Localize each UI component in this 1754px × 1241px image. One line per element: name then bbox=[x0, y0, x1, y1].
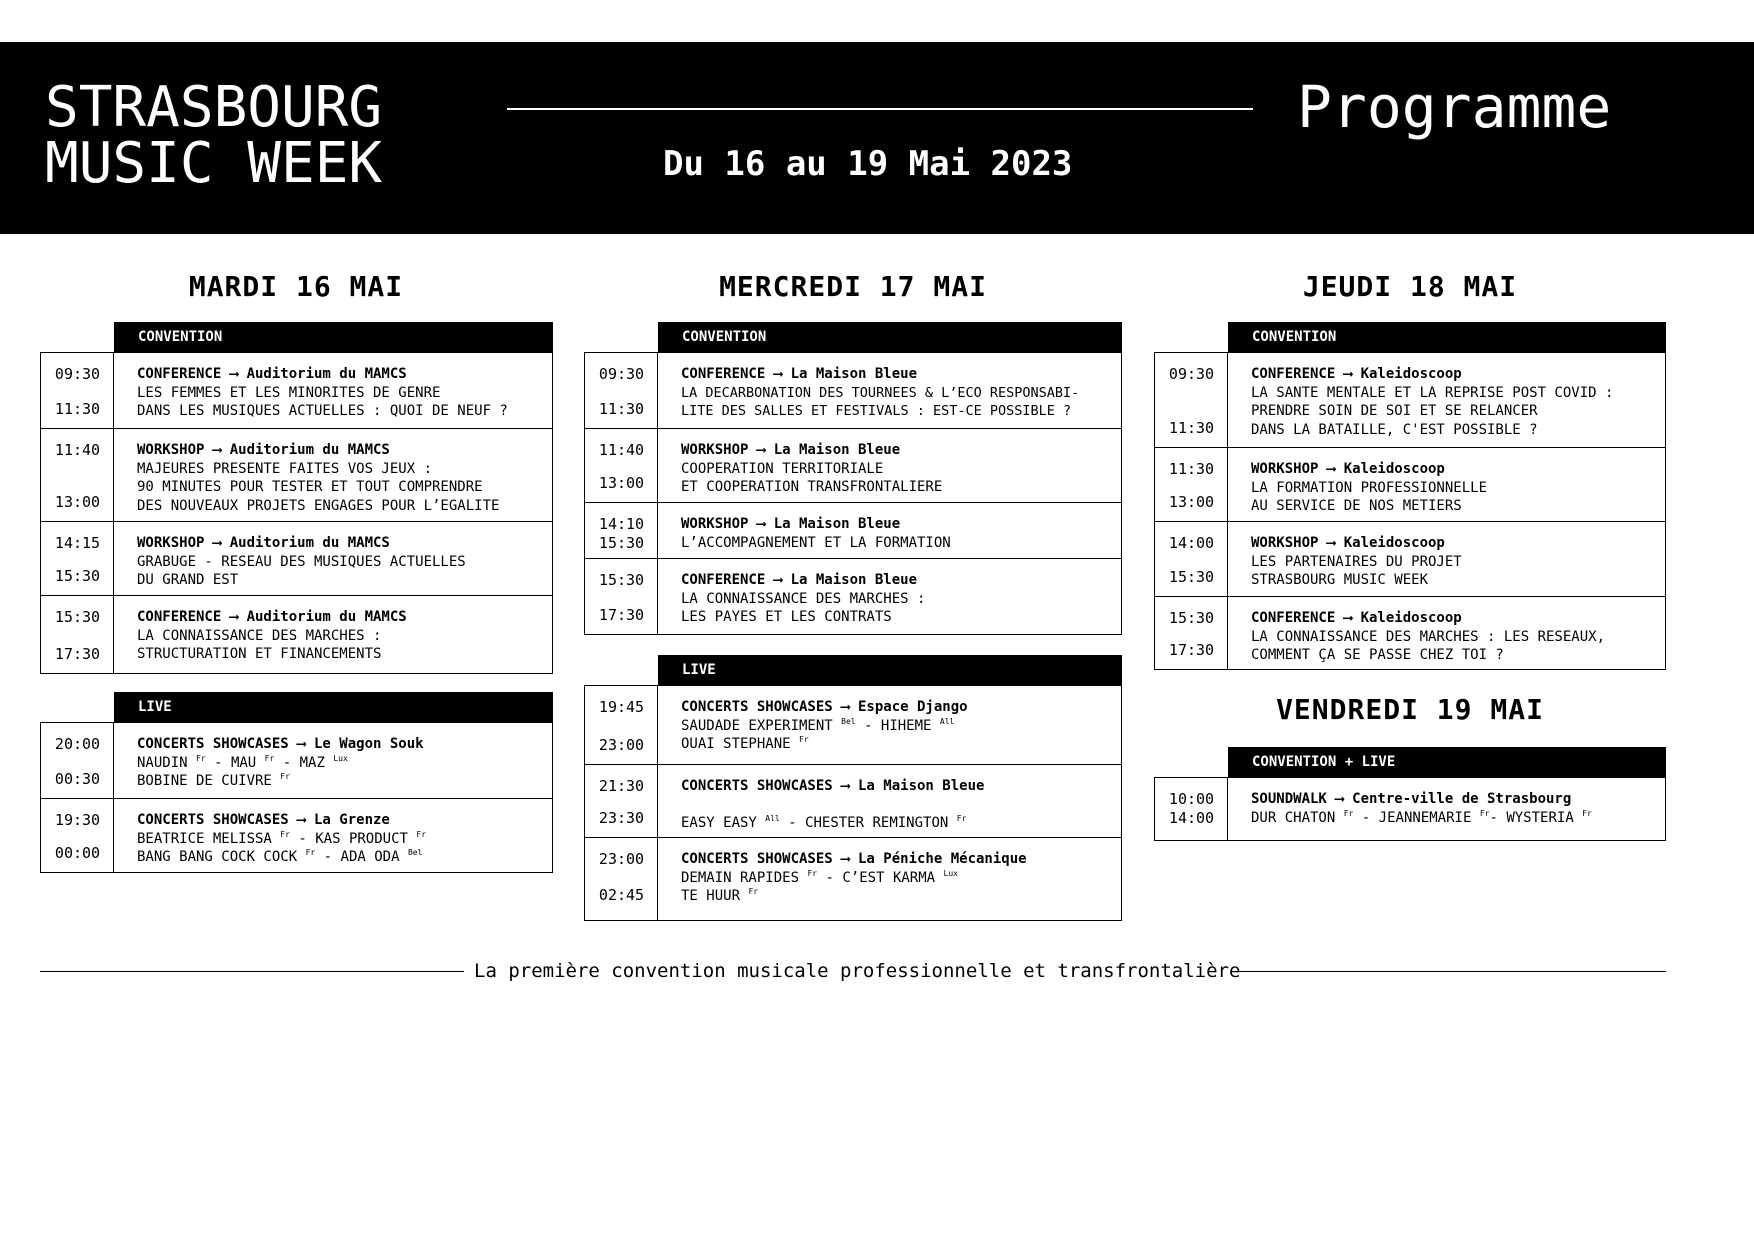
event-details bbox=[114, 596, 407, 673]
artist-line bbox=[681, 735, 968, 754]
time-cell bbox=[585, 429, 658, 502]
end-time: 15:30 bbox=[598, 534, 645, 552]
event-title: CONFERENCE ⟶ Kaleidoscoop bbox=[1251, 366, 1462, 382]
time-cell bbox=[41, 723, 114, 798]
time-cell bbox=[1155, 522, 1228, 596]
artist-name: - C’EST KARMA bbox=[817, 869, 936, 886]
start-time: 23:00 bbox=[598, 850, 645, 868]
category-label: LIVE bbox=[658, 655, 1122, 685]
event-title: WORKSHOP ⟶ La Maison Bleue bbox=[681, 442, 901, 458]
event-row bbox=[41, 428, 552, 521]
event-details bbox=[658, 838, 1027, 920]
artist-name: OUAI STEPHANE bbox=[681, 736, 791, 752]
event-row bbox=[41, 798, 552, 872]
artist-line bbox=[1251, 809, 1592, 828]
country-tag: Lux bbox=[333, 753, 348, 763]
event-details bbox=[114, 429, 499, 521]
start-time: 19:45 bbox=[598, 698, 645, 716]
event-description: GRABUGE - RESEAU DES MUSIQUES ACTUELLES bbox=[137, 553, 466, 570]
start-time: 09:30 bbox=[54, 365, 101, 383]
event-row bbox=[1155, 596, 1665, 669]
country-tag: Fr bbox=[305, 848, 316, 857]
event-description: LA FORMATION PROFESSIONNELLE bbox=[1251, 479, 1488, 496]
start-time: 15:30 bbox=[54, 608, 101, 626]
event-description: L’ACCOMPAGNEMENT ET LA FORMATION bbox=[681, 534, 951, 551]
end-time: 17:30 bbox=[1168, 641, 1215, 659]
start-time: 09:30 bbox=[1168, 365, 1215, 383]
event-description: LES PAYES ET LES CONTRATS bbox=[681, 609, 892, 625]
country-tag: Fr bbox=[196, 753, 206, 763]
event-title: CONFERENCE ⟶ La Maison Bleue bbox=[681, 572, 918, 588]
event-description: STRUCTURATION ET FINANCEMENTS bbox=[137, 646, 382, 662]
end-time: 02:45 bbox=[598, 886, 645, 904]
end-time: 15:30 bbox=[54, 567, 101, 585]
event-description: DANS LES MUSIQUES ACTUELLES : QUOI DE NEUF ? bbox=[137, 403, 508, 419]
event-details bbox=[1228, 522, 1462, 596]
event-title: CONFERENCE ⟶ La Maison Bleue bbox=[681, 366, 918, 382]
event-row bbox=[1155, 778, 1665, 840]
event-description: DU GRAND EST bbox=[137, 572, 239, 588]
time-cell bbox=[41, 429, 114, 521]
country-tag: All bbox=[939, 716, 955, 726]
start-time: 14:10 bbox=[598, 515, 645, 533]
day-title-vendredi: VENDREDI 19 MAI bbox=[1276, 693, 1544, 726]
event-title: CONCERTS SHOWCASES ⟶ Espace Django bbox=[681, 699, 968, 715]
time-cell bbox=[1155, 448, 1228, 521]
artist-name: - ADA ODA bbox=[315, 849, 400, 865]
time-cell bbox=[585, 353, 658, 428]
event-row bbox=[585, 686, 1121, 764]
category-label: CONVENTION bbox=[1228, 322, 1666, 352]
event-details bbox=[114, 522, 466, 595]
end-time: 11:30 bbox=[1168, 419, 1215, 437]
time-cell bbox=[585, 765, 658, 837]
event-description: DANS LA BATAILLE, C'EST POSSIBLE ? bbox=[1251, 421, 1538, 438]
country-tag: Fr bbox=[264, 753, 275, 763]
artist-name: - HIHEME bbox=[855, 717, 932, 734]
end-time: 14:00 bbox=[1168, 809, 1215, 827]
start-time: 11:30 bbox=[1168, 460, 1215, 478]
event-table bbox=[1154, 352, 1666, 670]
start-time: 10:00 bbox=[1168, 790, 1215, 808]
event-description: COMMENT ÇA SE PASSE CHEZ TOI ? bbox=[1251, 647, 1504, 663]
artist-name: - MAZ bbox=[274, 754, 325, 771]
event-details bbox=[658, 429, 942, 502]
event-details bbox=[114, 799, 426, 872]
event-title: WORKSHOP ⟶ Kaleidoscoop bbox=[1251, 461, 1445, 477]
event-table bbox=[584, 685, 1122, 921]
end-time: 17:30 bbox=[598, 606, 645, 624]
country-tag: Fr bbox=[799, 735, 809, 744]
artist-name: - WYSTERIA bbox=[1489, 809, 1574, 826]
time-cell bbox=[585, 503, 658, 558]
event-description: LITE DES SALLES ET FESTIVALS : EST-CE POSSIBLE ? bbox=[681, 403, 1072, 419]
country-tag: Fr bbox=[280, 772, 290, 781]
event-row bbox=[1155, 447, 1665, 521]
brand-line-1: STRASBOURG bbox=[45, 75, 383, 140]
time-cell bbox=[1155, 597, 1228, 669]
event-title: CONCERTS SHOWCASES ⟶ La Grenze bbox=[137, 812, 390, 828]
end-time: 11:30 bbox=[54, 400, 101, 418]
end-time: 23:30 bbox=[598, 809, 645, 827]
country-tag: Fr bbox=[1343, 808, 1354, 818]
event-table bbox=[40, 722, 553, 873]
country-tag: Lux bbox=[943, 868, 958, 878]
header-banner bbox=[0, 42, 1754, 234]
start-time: 09:30 bbox=[598, 365, 645, 383]
end-time: 00:30 bbox=[54, 770, 101, 788]
start-time: 15:30 bbox=[598, 571, 645, 589]
time-cell bbox=[585, 838, 658, 920]
day-title-jeudi: JEUDI 18 MAI bbox=[1302, 270, 1518, 303]
time-cell bbox=[41, 522, 114, 595]
time-cell bbox=[41, 799, 114, 872]
event-description: LA CONNAISSANCE DES MARCHES : bbox=[137, 627, 382, 644]
country-tag: Fr bbox=[1582, 808, 1592, 818]
event-title: CONFERENCE ⟶ Auditorium du MAMCS bbox=[137, 609, 407, 625]
country-tag: All bbox=[765, 814, 780, 823]
start-time: 14:00 bbox=[1168, 534, 1215, 552]
event-title: WORKSHOP ⟶ Auditorium du MAMCS bbox=[137, 442, 390, 458]
event-description: DES NOUVEAUX PROJETS ENGAGES POUR L’EGALITE bbox=[137, 497, 500, 514]
event-description: COOPERATION TERRITORIALE bbox=[681, 460, 884, 477]
event-details bbox=[658, 503, 951, 558]
event-title: CONFERENCE ⟶ Auditorium du MAMCS bbox=[137, 366, 407, 382]
artist-name: BEATRICE MELISSA bbox=[137, 830, 272, 847]
artist-name: - CHESTER REMINGTON bbox=[779, 815, 949, 831]
event-details bbox=[658, 686, 968, 764]
event-description: LA DECARBONATION DES TOURNEES & L’ECO RESPONSABI- bbox=[681, 384, 1080, 401]
event-dates: Du 16 au 19 Mai 2023 bbox=[663, 144, 1073, 184]
event-description: LES PARTENAIRES DU PROJET bbox=[1251, 553, 1462, 570]
end-time: 17:30 bbox=[54, 645, 101, 663]
country-tag: Fr bbox=[416, 829, 427, 839]
event-description: PRENDRE SOIN DE SOI ET SE RELANCER bbox=[1251, 403, 1538, 419]
event-title: CONFERENCE ⟶ Kaleidoscoop bbox=[1251, 610, 1462, 626]
artist-name: SAUDADE EXPERIMENT bbox=[681, 717, 833, 734]
event-row bbox=[41, 521, 552, 595]
start-time: 21:30 bbox=[598, 777, 645, 795]
country-tag: Fr bbox=[748, 887, 759, 896]
end-time: 00:00 bbox=[54, 844, 101, 862]
time-cell bbox=[585, 686, 658, 764]
event-description: 90 MINUTES POUR TESTER ET TOUT COMPRENDRE bbox=[137, 479, 483, 495]
event-row bbox=[585, 428, 1121, 502]
time-cell bbox=[41, 353, 114, 428]
artist-line bbox=[681, 814, 984, 833]
start-time: 11:40 bbox=[598, 441, 645, 459]
event-row bbox=[41, 595, 552, 673]
event-description: AU SERVICE DE NOS METIERS bbox=[1251, 498, 1462, 514]
artist-name: - JEANNEMARIE bbox=[1353, 809, 1472, 826]
event-title: SOUNDWALK ⟶ Centre-ville de Strasbourg bbox=[1251, 791, 1572, 807]
time-cell bbox=[585, 559, 658, 634]
event-row bbox=[41, 353, 552, 428]
artist-name: DUR CHATON bbox=[1251, 809, 1336, 826]
event-row bbox=[585, 764, 1121, 837]
country-tag: Fr bbox=[807, 868, 818, 878]
event-details bbox=[658, 765, 984, 837]
event-title: WORKSHOP ⟶ Auditorium du MAMCS bbox=[137, 535, 390, 551]
country-tag: Fr bbox=[280, 829, 290, 839]
country-tag: Bel bbox=[407, 848, 423, 857]
category-label: CONVENTION bbox=[658, 322, 1122, 352]
day-title-mardi: MARDI 16 MAI bbox=[188, 270, 404, 303]
brand-line-2: MUSIC WEEK bbox=[45, 131, 383, 196]
end-time: 23:00 bbox=[598, 736, 645, 754]
artist-name: - KAS PRODUCT bbox=[289, 830, 408, 847]
artist-line bbox=[137, 830, 426, 849]
event-details bbox=[1228, 448, 1487, 521]
country-tag: Fr bbox=[956, 814, 967, 823]
event-row bbox=[585, 558, 1121, 634]
event-row bbox=[1155, 353, 1665, 447]
event-details bbox=[1228, 597, 1605, 669]
end-time: 11:30 bbox=[598, 400, 645, 418]
event-description: LES FEMMES ET LES MINORITES DE GENRE bbox=[137, 384, 441, 401]
event-title: CONCERTS SHOWCASES ⟶ Le Wagon Souk bbox=[137, 736, 424, 752]
artist-line bbox=[137, 772, 424, 791]
programme-title: Programme bbox=[1297, 73, 1612, 141]
artist-line bbox=[681, 887, 1027, 906]
event-table bbox=[584, 352, 1122, 635]
event-description: STRASBOURG MUSIC WEEK bbox=[1251, 572, 1429, 588]
start-time: 14:15 bbox=[54, 534, 101, 552]
end-time: 13:00 bbox=[54, 493, 101, 511]
event-details bbox=[658, 353, 1079, 428]
category-label: LIVE bbox=[114, 692, 553, 722]
brand-logo bbox=[45, 75, 383, 196]
country-tag: Bel bbox=[841, 716, 856, 726]
day-title-mercredi: MERCREDI 17 MAI bbox=[719, 270, 987, 303]
event-title: CONCERTS SHOWCASES ⟶ La Péniche Mécanique bbox=[681, 851, 1027, 867]
footer-divider-left bbox=[40, 971, 464, 972]
artist-name: TE HUUR bbox=[681, 888, 741, 904]
event-details bbox=[658, 559, 925, 634]
artist-name: EASY EASY bbox=[681, 815, 757, 831]
event-table bbox=[40, 352, 553, 674]
event-details bbox=[1228, 353, 1613, 447]
event-row bbox=[41, 723, 552, 798]
artist-line bbox=[137, 848, 426, 867]
time-cell bbox=[1155, 353, 1228, 447]
time-cell bbox=[1155, 778, 1228, 840]
artist-line bbox=[681, 869, 1027, 888]
event-description: LA CONNAISSANCE DES MARCHES : bbox=[681, 590, 926, 607]
end-time: 15:30 bbox=[1168, 568, 1215, 586]
start-time: 15:30 bbox=[1168, 609, 1215, 627]
event-title: CONCERTS SHOWCASES ⟶ La Maison Bleue bbox=[681, 778, 985, 794]
end-time: 13:00 bbox=[598, 474, 645, 492]
event-description: LA CONNAISSANCE DES MARCHES : LES RESEAUX, bbox=[1251, 628, 1606, 645]
time-cell bbox=[41, 596, 114, 673]
event-details bbox=[114, 723, 424, 798]
artist-name: DEMAIN RAPIDES bbox=[681, 869, 800, 886]
artist-name: BANG BANG COCK COCK bbox=[137, 849, 298, 865]
event-details bbox=[114, 353, 508, 428]
start-time: 20:00 bbox=[54, 735, 101, 753]
country-tag: Fr bbox=[1479, 808, 1490, 818]
event-description: LA SANTE MENTALE ET LA REPRISE POST COVID : bbox=[1251, 384, 1614, 401]
event-row bbox=[1155, 521, 1665, 596]
category-label: CONVENTION + LIVE bbox=[1228, 747, 1666, 777]
artist-name: - MAU bbox=[205, 754, 257, 771]
start-time: 19:30 bbox=[54, 811, 101, 829]
event-description: MAJEURES PRESENTE FAITES VOS JEUX : bbox=[137, 460, 433, 477]
header-divider bbox=[507, 108, 1253, 110]
event-row bbox=[585, 502, 1121, 558]
event-table bbox=[1154, 777, 1666, 841]
footer-tagline: La première convention musicale professionnelle et transfrontalière bbox=[474, 960, 1241, 982]
event-row bbox=[585, 353, 1121, 428]
footer-divider-right bbox=[1238, 971, 1666, 972]
artist-line bbox=[137, 754, 424, 773]
category-label: CONVENTION bbox=[114, 322, 553, 352]
end-time: 13:00 bbox=[1168, 493, 1215, 511]
event-details bbox=[1228, 778, 1592, 840]
event-row bbox=[585, 837, 1121, 920]
artist-line bbox=[681, 717, 968, 736]
event-title: WORKSHOP ⟶ La Maison Bleue bbox=[681, 516, 901, 532]
artist-name: NAUDIN bbox=[137, 754, 188, 771]
artist-name: BOBINE DE CUIVRE bbox=[137, 773, 272, 789]
event-title: WORKSHOP ⟶ Kaleidoscoop bbox=[1251, 535, 1445, 551]
start-time: 11:40 bbox=[54, 441, 101, 459]
event-description: ET COOPERATION TRANSFRONTALIERE bbox=[681, 479, 943, 495]
